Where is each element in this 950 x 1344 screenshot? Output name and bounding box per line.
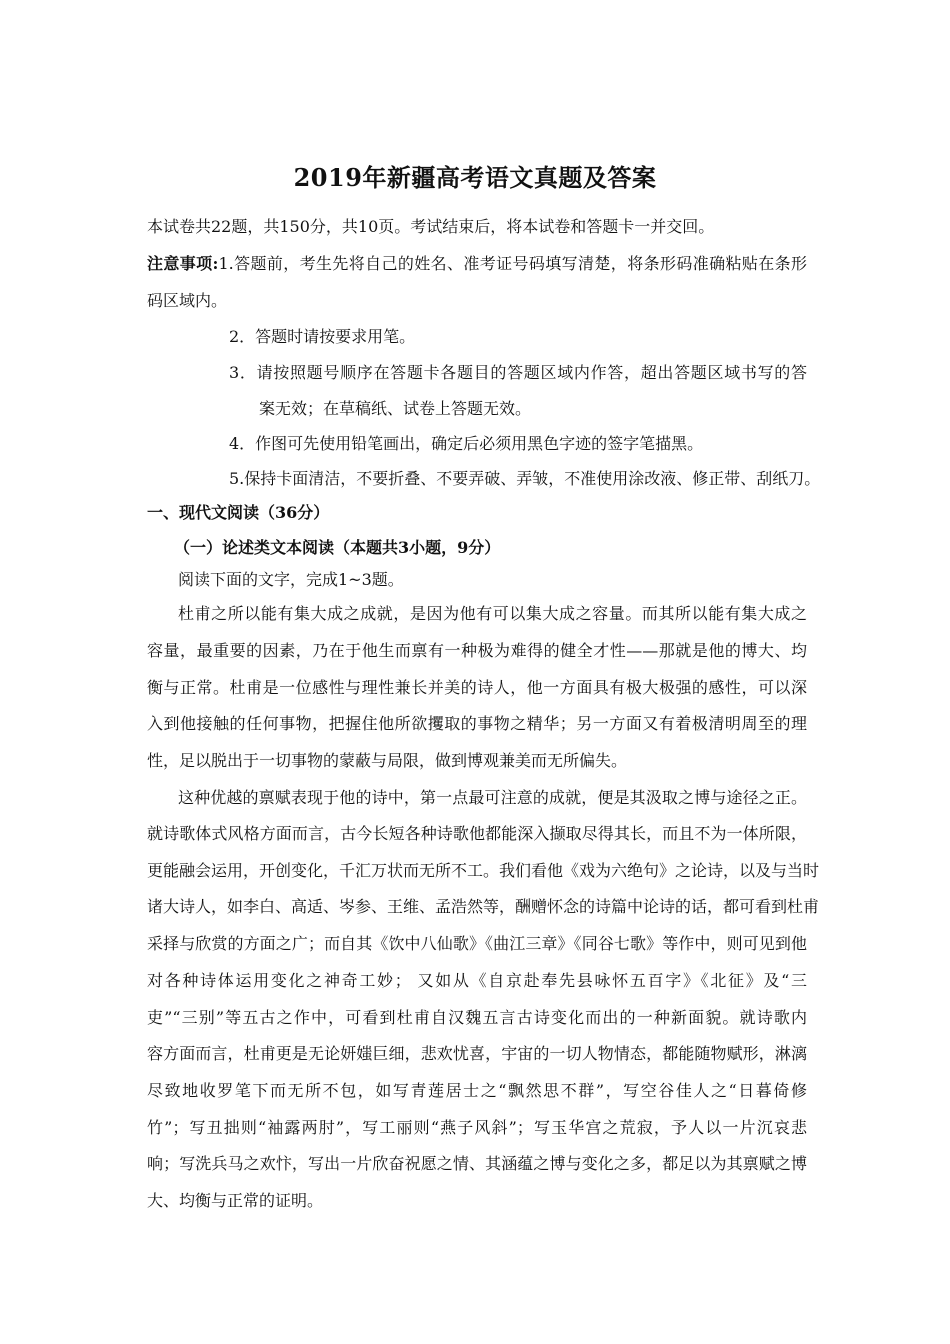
subsection-heading: （一）论述类文本阅读（本题共3小题，9分） [174,538,501,557]
passage-line: 就诗歌体式风格方面而言，古今长短各种诗歌他都能深入撷取尽得其长，而且不为一体所限， [147,824,807,843]
notice-item-1 [147,254,807,274]
notice-label: 注意事项: [147,254,219,273]
section-heading: 一、现代文阅读（36分） [147,503,330,522]
notice-item-2: 2．答题时请按要求用笔。 [229,327,416,346]
reading-instruction: 阅读下面的文字，完成1~3题。 [178,570,404,589]
notice-item-4: 4．作图可先使用铅笔画出，确定后必须用黑色字迹的签字笔描黑。 [229,434,704,453]
intro-text: 本试卷共22题，共150分，共10页。考试结束后，将本试卷和答题卡一并交回。 [147,217,715,236]
passage-line: 竹”；写丑拙则“袖露两肘”，写工丽则“燕子风斜”；写玉华宫之荒寂，予人以一片沉哀悲 [147,1118,807,1137]
notice-item-3-continued: 案无效；在草稿纸、试卷上答题无效。 [259,399,532,418]
notice-item-3: 3．请按照题号顺序在答题卡各题目的答题区域内作答，超出答题区域书写的答 [229,363,807,382]
passage-line: 容方面而言，杜甫更是无论妍媸巨细，悲欢忧喜，宇宙的一切人物情态，都能随物赋形，淋漓 [147,1044,807,1063]
passage-line: 容量，最重要的因素，乃在于他生而禀有一种极为难得的健全才性——那就是他的博大、均 [147,641,807,660]
notice-item-5: 5.保持卡面清洁，不要折叠、不要弄破、弄皱，不准使用涂改液、修正带、刮纸刀。 [229,469,821,488]
passage-line: 这种优越的禀赋表现于他的诗中，第一点最可注意的成就，便是其汲取之博与途径之正。 [178,788,807,807]
passage-line: 对各种诗体运用变化之神奇工妙； 又如从《自京赴奉先县咏怀五百字》《北征》及“三 [147,971,807,990]
passage-line: 诸大诗人，如李白、高适、岑参、王维、孟浩然等，酬赠怀念的诗篇中论诗的话，都可看到杜甫 [147,897,820,916]
passage-line: 尽致地收罗笔下而无所不包，如写青莲居士之“飘然思不群”，写空谷佳人之“日暮倚修 [147,1081,807,1100]
passage-line: 性，足以脱出于一切事物的蒙蔽与局限，做到博观兼美而无所偏失。 [147,751,628,770]
passage-line: 采择与欣赏的方面之广；而自其《饮中八仙歌》《曲江三章》《同谷七歌》等作中，则可见到他 [147,934,807,953]
notice-item-1-continued: 码区域内。 [147,291,228,310]
notice-item-1-text: 1.答题前，考生先将自己的姓名、准考证号码填写清楚，将条形码准确粘贴在条形 [218,254,807,273]
passage-line: 更能融会运用，开创变化，千汇万状而无所不工。我们看他《戏为六绝句》之论诗，以及与当时 [147,861,820,880]
passage-line: 入到他接触的任何事物，把握住他所欲攫取的事物之精华；另一方面又有着极清明周至的理 [147,714,807,733]
passage-line: 杜甫之所以能有集大成之成就，是因为他有可以集大成之容量。而其所以能有集大成之 [178,604,807,623]
passage-line: 响；写洗兵马之欢忭，写出一片欣奋祝愿之情、其涵蕴之博与变化之多，都足以为其禀赋之博 [147,1154,807,1173]
passage-line: 大、均衡与正常的证明。 [147,1191,324,1210]
document-title: 2019年新疆高考语文真题及答案 [293,163,657,192]
passage-line: 吏”“三别”等五古之作中，可看到杜甫自汉魏五言古诗变化而出的一种新面貌。就诗歌内 [147,1008,807,1027]
passage-line: 衡与正常。杜甫是一位感性与理性兼长并美的诗人，他一方面具有极大极强的感性，可以深 [147,678,807,697]
